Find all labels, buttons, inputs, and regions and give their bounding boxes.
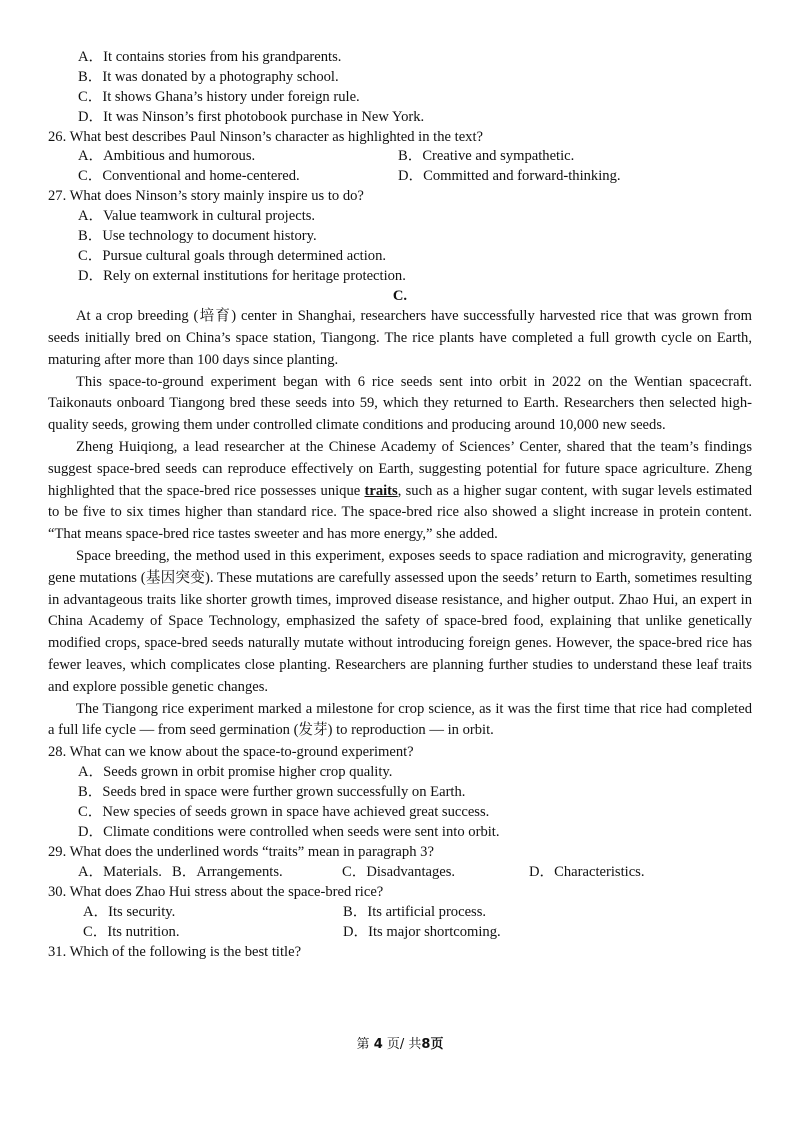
q30-option-d: D．Its major shortcoming. (343, 923, 501, 940)
underlined-word-traits: traits (364, 482, 398, 499)
paragraph-3-text-after: , such as a higher sugar content, with sugar levels estimated to be five to six times higher than standard rice. The space-bred rice also showed a slight increase in protein content. “That means space-bred rice tastes sweeter and has more energy,” she added. (48, 482, 752, 543)
q27-option-a: A．Value teamwork in cultural projects. (78, 208, 316, 225)
q28-option-b: B．Seeds bred in space were further grown successfully on Earth. (78, 783, 466, 800)
q27-option-c: C．Pursue cultural goals through determined action. (78, 247, 387, 264)
q25-option-d: D．It was Ninson’s first photobook purchase in New York. (78, 108, 425, 125)
reading-passage (48, 306, 752, 742)
q30-option-b: B．Its artificial process. (343, 903, 487, 920)
q26-option-a: A．Ambitious and humorous. (78, 148, 256, 165)
question-26 (48, 128, 752, 188)
page-footer (0, 1033, 800, 1052)
question-29 (48, 843, 752, 883)
q29-option-b: B．Arrangements. (172, 864, 283, 881)
q28-option-c: C．New species of seeds grown in space have achieved great success. (78, 803, 490, 820)
question-30 (48, 883, 752, 943)
passage-paragraph-2: This space-to-ground experiment began with 6 rice seeds sent into orbit in 2022 on the Wentian spacecraft. Taikonauts onboard Tiangong bred these seeds into 59, which they returned to Earth. Researchers then selected high-quality seeds, growing them under controlled climate conditions and producing around 10,000 new seeds. (48, 373, 752, 434)
q28-option-d: D．Climate conditions were controlled when seeds were sent into orbit. (78, 823, 500, 840)
q25-option-b: B．It was donated by a photography school. (78, 68, 339, 85)
question-27 (48, 187, 752, 286)
q26-option-d: D．Committed and forward-thinking. (398, 168, 621, 185)
passage-paragraph-1: At a crop breeding (培育) center in Shanghai, researchers have successfully harvested rice that was grown from seeds initially bred on China’s space station, Tiangong. The rice plants have completed a full growth cycle on Earth, maturing after more than 100 days since planting. (48, 308, 752, 368)
q25-options (48, 48, 752, 128)
question-31 (48, 943, 752, 963)
q26-stem: 26. What best describes Paul Ninson’s character as highlighted in the text? (48, 128, 483, 145)
q25-option-a: A．It contains stories from his grandparents. (78, 49, 342, 65)
q31-stem: 31. Which of the following is the best title? (48, 943, 302, 960)
footer-prefix: 第 (356, 1037, 370, 1052)
passage-paragraph-5: The Tiangong rice experiment marked a milestone for crop science, as it was the first time that rice had completed a full life cycle — from seed germination (发芽) to reproduction — in orbit. (48, 700, 752, 739)
q29-stem: 29. What does the underlined words “traits” mean in paragraph 3? (48, 843, 434, 860)
passage-paragraph-4: Space breeding, the method used in this experiment, exposes seeds to space radiation and microgravity, generating gene mutations (基因突变). These mutations are carefully assessed upon the seeds’ return to Earth, sometimes resulting in advantageous traits like shorter growth times, improved disease resistance, and higher output. Zhao Hui, an expert in China Academy of Space Technology, emphasized the safety of space-bred food, explaining that unlike genetically modified crops, space-bred seeds naturally mutate without introducing foreign genes. However, the space-bred rice has fewer leaves, which complicates close planting. Researchers are planning further studies to understand these leaf traits and explore possible genetic changes. (48, 547, 752, 695)
q30-option-a: A．Its security. (83, 903, 176, 920)
q26-option-b: B．Creative and sympathetic. (398, 148, 575, 165)
q29-option-d: D．Characteristics. (529, 864, 645, 881)
q26-option-c: C．Conventional and home-centered. (78, 168, 300, 185)
q30-stem: 30. What does Zhao Hui stress about the space-bred rice? (48, 883, 384, 900)
paragraph-3-text-before: Zheng Huiqiong, a lead researcher at the Chinese Academy of Sciences’ Center, shared that the team’s findings suggest space-bred seeds can reproduce effectively on Earth, suggesting potential for future space agriculture. Zheng highlighted that the space-bred rice possesses unique (48, 438, 752, 499)
footer-page-number: 4 (373, 1037, 383, 1052)
q25-option-c: C．It shows Ghana’s history under foreign rule. (78, 88, 360, 105)
q30-option-c: C．Its nutrition. (83, 923, 180, 940)
q28-option-a: A．Seeds grown in orbit promise higher crop quality. (78, 764, 393, 781)
q27-stem: 27. What does Ninson’s story mainly inspire us to do? (48, 188, 364, 205)
exam-page (48, 48, 752, 963)
footer-total-pages: 8页 (421, 1037, 444, 1052)
footer-mid: 页/ 共 (386, 1037, 422, 1052)
q27-option-d: D．Rely on external institutions for heritage protection. (78, 267, 406, 284)
q29-option-c: C．Disadvantages. (342, 864, 456, 881)
q29-option-a: A．Materials. (78, 864, 162, 881)
q27-option-b: B．Use technology to document history. (78, 228, 317, 245)
section-heading: C. (392, 287, 408, 304)
q28-stem: 28. What can we know about the space-to-ground experiment? (48, 744, 414, 761)
question-28 (48, 743, 752, 842)
passage-paragraph-3 (48, 437, 752, 546)
